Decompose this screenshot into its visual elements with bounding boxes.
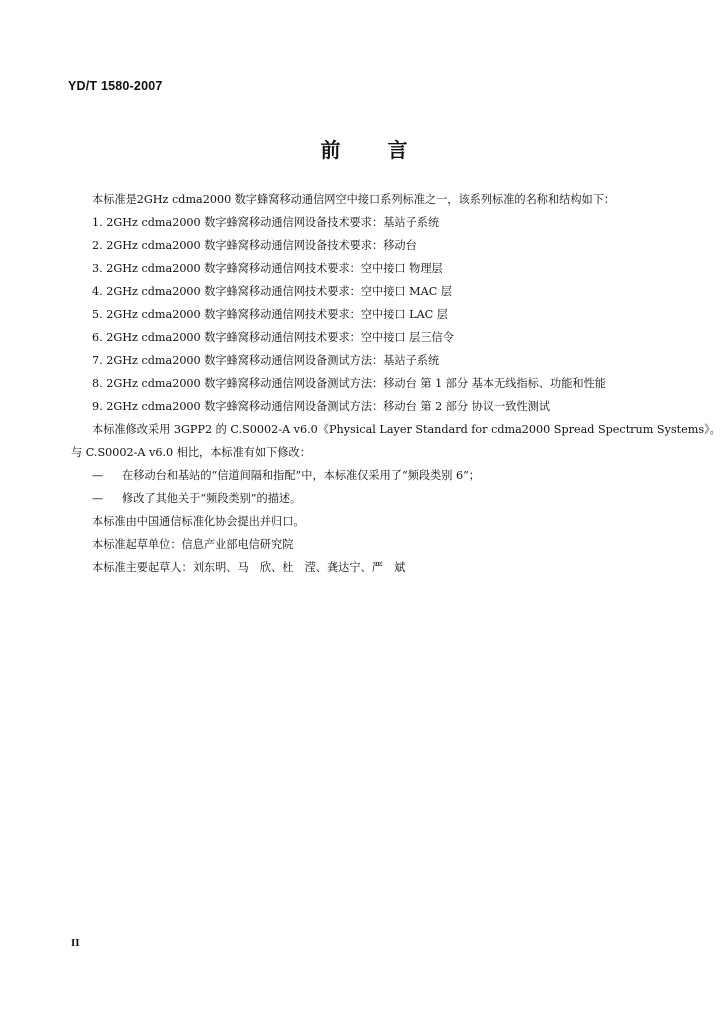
change-item-1 — [92, 468, 480, 483]
document-code: YD/T 1580-2007 — [68, 79, 163, 93]
series-item-2: 2. 2GHz cdma2000 数字蜂窝移动通信网设备技术要求：移动台 — [92, 239, 417, 252]
adoption-line-2: 与 C.S0002-A v6.0 相比，本标准有如下修改： — [71, 446, 311, 459]
change-dash-1: — — [92, 469, 104, 482]
drafting-unit-line: 本标准起草单位：信息产业部电信研究院 — [92, 538, 294, 551]
title-char-2: 言 — [387, 138, 408, 162]
series-item-5: 5. 2GHz cdma2000 数字蜂窝移动通信网技术要求：空中接口 LAC 层 — [92, 308, 448, 321]
intro-paragraph: 本标准是2GHz cdma2000 数字蜂窝移动通信网空中接口系列标准之一，该系列标准的名称和结构如下： — [92, 193, 616, 206]
change-item-2 — [92, 491, 301, 506]
title-char-1: 前 — [320, 138, 341, 162]
page-title — [0, 134, 728, 163]
series-item-3: 3. 2GHz cdma2000 数字蜂窝移动通信网技术要求：空中接口 物理层 — [92, 262, 443, 275]
series-item-1: 1. 2GHz cdma2000 数字蜂窝移动通信网设备技术要求：基站子系统 — [92, 216, 440, 229]
series-item-7: 7. 2GHz cdma2000 数字蜂窝移动通信网设备测试方法：基站子系统 — [92, 354, 440, 367]
series-item-6: 6. 2GHz cdma2000 数字蜂窝移动通信网技术要求：空中接口 层三信令 — [92, 331, 454, 344]
series-item-9: 9. 2GHz cdma2000 数字蜂窝移动通信网设备测试方法：移动台 第 2 部分 协议一致性测试 — [92, 400, 551, 413]
page-number: II — [71, 937, 80, 949]
change-dash-2: — — [92, 492, 104, 505]
change-text-2: 修改了其他关于“频段类别”的描述。 — [122, 492, 302, 505]
drafters-line: 本标准主要起草人：刘东明、马 欣、杜 滢、龚达宁、严 斌 — [92, 561, 406, 574]
proposer-line: 本标准由中国通信标准化协会提出并归口。 — [92, 515, 305, 528]
series-item-4: 4. 2GHz cdma2000 数字蜂窝移动通信网技术要求：空中接口 MAC 层 — [92, 285, 452, 298]
adoption-line-1: 本标准修改采用 3GPP2 的 C.S0002-A v6.0《Physical Layer Standard for cdma2000 Spread Spectrum Systems》。 — [92, 423, 721, 436]
change-text-1: 在移动台和基站的“信道间隔和指配”中，本标准仅采用了“频段类别 6”； — [122, 469, 480, 482]
series-item-8: 8. 2GHz cdma2000 数字蜂窝移动通信网设备测试方法：移动台 第 1 部分 基本无线指标、功能和性能 — [92, 377, 606, 390]
